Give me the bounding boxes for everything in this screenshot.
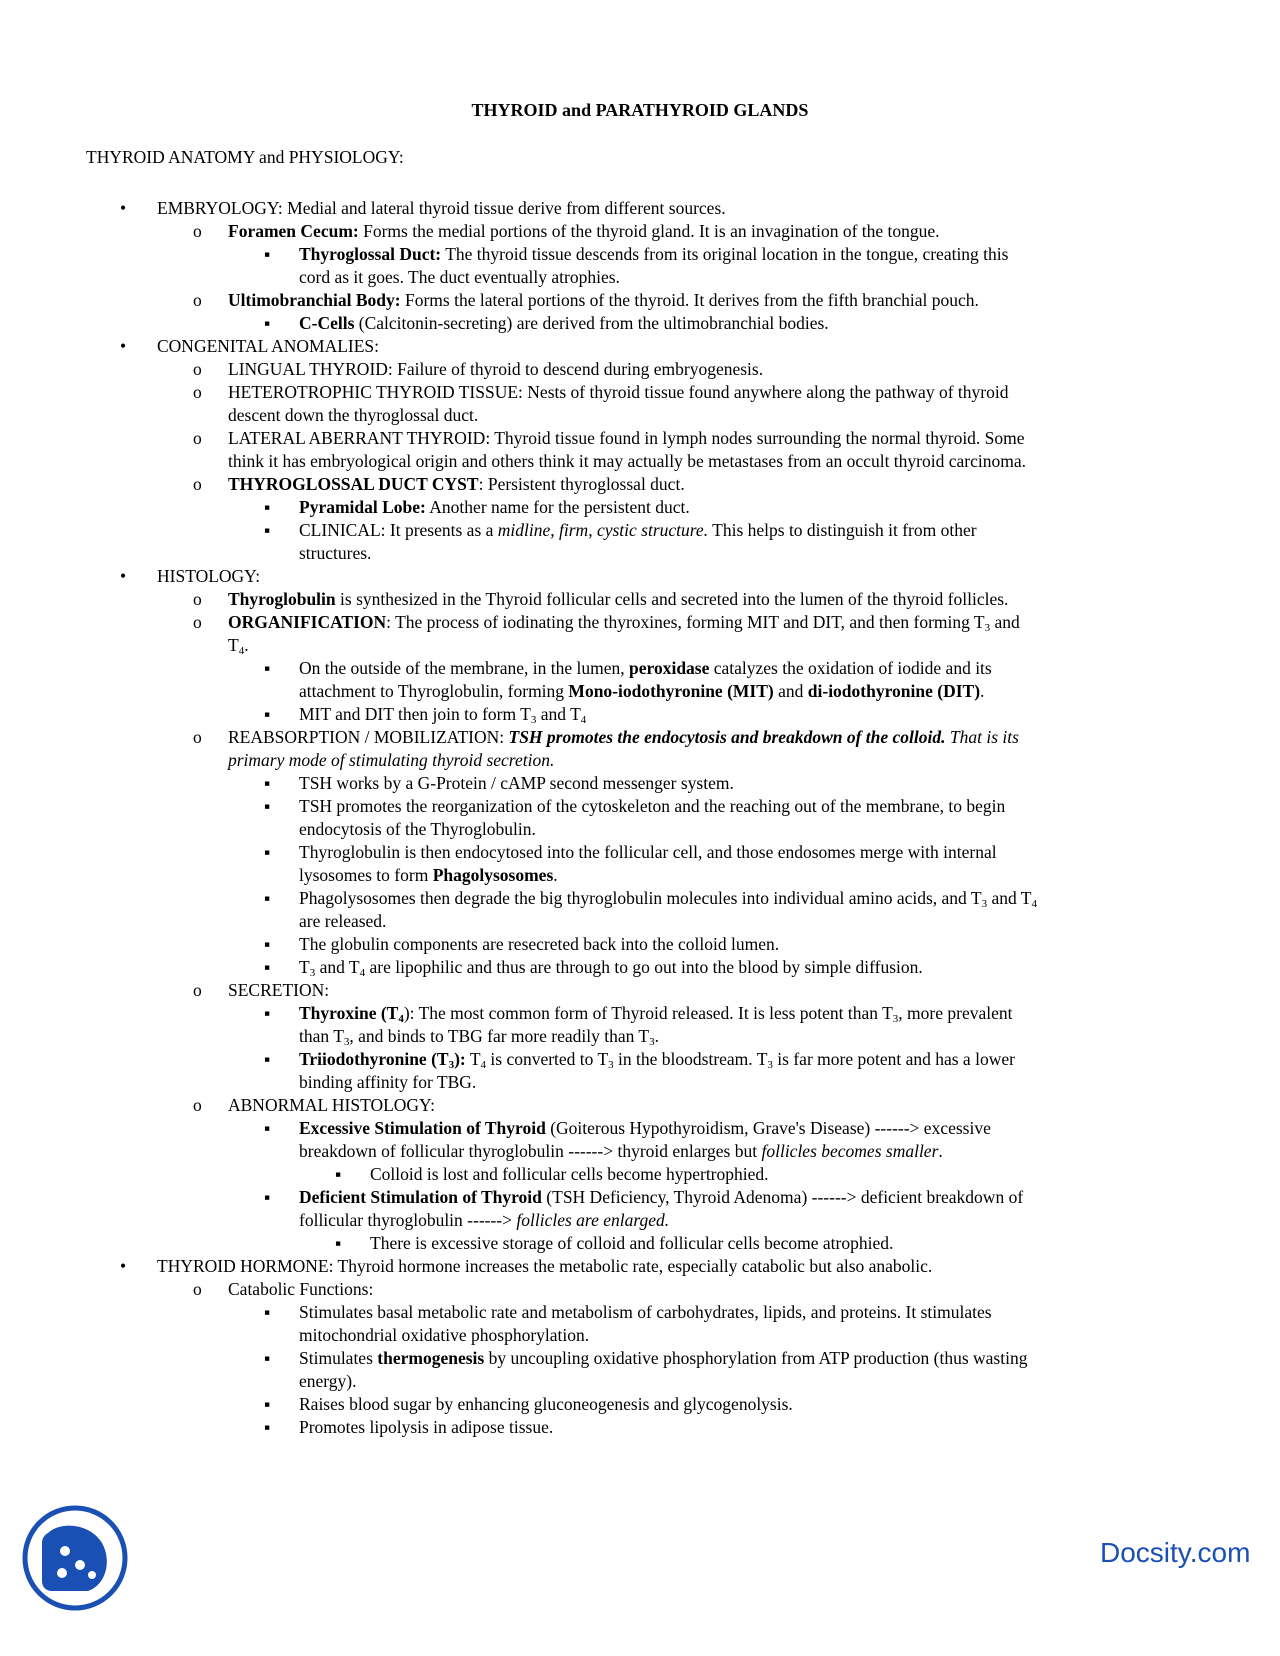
list-item-continuation: descent down the thyroglossal duct. [228,405,479,425]
list-item-continuation: follicular thyroglobulin ------> follicles are enlarged. [299,1210,670,1230]
list-item: THYROGLOSSAL DUCT CYST: Persistent thyroglossal duct. [228,474,685,494]
section-heading: THYROID ANATOMY and PHYSIOLOGY: [86,147,404,167]
list-item: Thyroglossal Duct: The thyroid tissue descends from its original location in the tongue, creating this [299,244,1009,264]
bullet-l3: ▪ [264,934,271,954]
list-item: HISTOLOGY: [157,566,261,586]
list-item: SECRETION: [228,980,330,1000]
list-item: Ultimobranchial Body: Forms the lateral portions of the thyroid. It derives from the fifth branchial pouch. [228,290,979,310]
list-item: HETEROTROPHIC THYROID TISSUE: Nests of thyroid tissue found anywhere along the pathway of thyroid [228,382,1009,402]
list-item: Promotes lipolysis in adipose tissue. [299,1417,554,1437]
bullet-l2: o [193,589,202,609]
bullet-l3: ▪ [264,1348,271,1368]
bullet-l3: ▪ [264,497,271,517]
list-item: Thyroxine $(T_4)$: The most common form of Thyroid released. It is less potent than $T_3$, more prevalent [299,1003,1013,1025]
bullet-l3: ▪ [264,1187,271,1207]
list-item: Raises blood sugar by enhancing gluconeogenesis and glycogenolysis. [299,1394,793,1414]
list-item: On the outside of the membrane, in the lumen, peroxidase catalyzes the oxidation of iodide and its [299,658,992,678]
list-item: CLINICAL: It presents as a midline, firm, cystic structure. This helps to distinguish it from other [299,520,977,540]
list-item: TSH promotes the reorganization of the cytoskeleton and the reaching out of the membrane, to begin [299,796,1006,816]
list-item: Colloid is lost and follicular cells become hypertrophied. [370,1164,769,1184]
list-item-continuation: mitochondrial oxidative phosphorylation. [299,1325,590,1345]
bullet-l3: ▪ [264,704,271,724]
list-item: Pyramidal Lobe: Another name for the persistent duct. [299,497,690,517]
list-item: LINGUAL THYROID: Failure of thyroid to descend during embryogenesis. [228,359,764,379]
page-title: THYROID and PARATHYROID GLANDS [471,100,809,120]
bullet-l3: ▪ [264,1049,271,1069]
docsity-brand-link[interactable]: Docsity.com [1100,1537,1251,1568]
list-item-continuation: endocytosis of the Thyroglobulin. [299,819,536,839]
bullet-l3: ▪ [264,520,271,540]
bullet-l1: • [120,1256,127,1276]
list-item: C-Cells (Calcitonin-secreting) are derived from the ultimobranchial bodies. [299,313,829,333]
bullet-l3: ▪ [264,1394,271,1414]
bullet-l3: ▪ [264,1118,271,1138]
bullet-l3: ▪ [264,1003,271,1023]
list-item: Stimulates thermogenesis by uncoupling oxidative phosphorylation from ATP production (thus wasting [299,1348,1028,1368]
list-item: ABNORMAL HISTOLOGY: [228,1095,435,1115]
list-item: Stimulates basal metabolic rate and metabolism of carbohydrates, lipids, and proteins. It stimulates [299,1302,992,1322]
list-item: THYROID HORMONE: Thyroid hormone increases the metabolic rate, especially catabolic but also anabolic. [157,1256,933,1276]
list-item-continuation: structures. [299,543,372,563]
bullet-l3: ▪ [264,244,271,264]
bullet-l2: o [193,382,202,402]
bullet-l1: • [120,198,127,218]
list-item-continuation: than $T_3$, and binds to TBG far more readily than $T_3$. [299,1026,659,1048]
list-item: Thyroglobulin is then endocytosed into the follicular cell, and those endosomes merge with internal [299,842,997,862]
list-item: Deficient Stimulation of Thyroid (TSH Deficiency, Thyroid Adenoma) ------> deficient breakdown of [299,1187,1024,1207]
list-item-continuation: primary mode of stimulating thyroid secretion. [228,750,555,770]
bullet-l2: o [193,428,202,448]
list-item-continuation: breakdown of follicular thyroglobulin ------> thyroid enlarges but follicles becomes smaller. [299,1141,943,1161]
list-item-continuation: think it has embryological origin and others think it may actually be metastases from an occult thyroid carcinoma. [228,451,1026,471]
list-item-continuation: energy). [299,1371,357,1391]
list-item: There is excessive storage of colloid and follicular cells become atrophied. [370,1233,894,1253]
list-item-continuation: attachment to Thyroglobulin, forming Mono-iodothyronine (MIT) and di-iodothyronine (DIT). [299,681,985,701]
bullet-l2: o [193,612,202,632]
bullet-l2: o [193,359,202,379]
list-item: TSH works by a G-Protein / cAMP second messenger system. [299,773,734,793]
list-item: MIT and DIT then join to form $T_3$ and $T_4$ [299,704,587,726]
list-item-continuation: cord as it goes. The duct eventually atrophies. [299,267,620,287]
list-item: Excessive Stimulation of Thyroid (Goiterous Hypothyroidism, Grave's Disease) ------> excessive [299,1118,991,1138]
list-item: CONGENITAL ANOMALIES: [157,336,380,356]
bullet-l1: • [120,566,127,586]
list-item: Triiodothyronine $(T_3)$: $T_4$ is converted to $T_3$ in the bloodstream. $T_3$ is far more potent and has a lower [299,1049,1015,1071]
bullet-l2: o [193,980,202,1000]
bullet-l3: ▪ [264,658,271,678]
list-item: REABSORPTION / MOBILIZATION: TSH promotes the endocytosis and breakdown of the colloid. That is its [228,727,1019,747]
bullet-l3: ▪ [264,1417,271,1437]
list-item: Thyroglobulin is synthesized in the Thyroid follicular cells and secreted into the lumen of the thyroid follicles. [228,589,1009,609]
bullet-l3: ▪ [264,842,271,862]
list-item: Foramen Cecum: Forms the medial portions of the thyroid gland. It is an invagination of the tongue. [228,221,940,241]
bullet-l3: ▪ [335,1164,342,1184]
bullet-l3: ▪ [264,957,271,977]
list-item-continuation: lysosomes to form Phagolysosomes. [299,865,558,885]
bullet-l2: o [193,221,202,241]
bullet-l2: o [193,474,202,494]
list-item: Catabolic Functions: [228,1279,374,1299]
list-item-continuation: binding affinity for TBG. [299,1072,477,1092]
bullet-l3: ▪ [335,1233,342,1253]
bullet-l2: o [193,727,202,747]
list-item-continuation: $T_4$. [228,635,249,657]
bullet-l3: ▪ [264,796,271,816]
bullet-l3: ▪ [264,1302,271,1322]
bullet-l2: o [193,1095,202,1115]
list-item: ORGANIFICATION: The process of iodinating the thyroxines, forming MIT and DIT, and then forming $T_3$ and [228,612,1020,634]
list-item: $T_3$ and $T_4$ are lipophilic and thus are through to go out into the blood by simple diffusion. [299,957,923,979]
bullet-l3: ▪ [264,773,271,793]
bullet-l2: o [193,290,202,310]
list-item: EMBRYOLOGY: Medial and lateral thyroid tissue derive from different sources. [157,198,726,218]
bullet-l3: ▪ [264,313,271,333]
list-item: The globulin components are resecreted back into the colloid lumen. [299,934,780,954]
bullet-l1: • [120,336,127,356]
bullet-l3: ▪ [264,888,271,908]
list-item: Phagolysosomes then degrade the big thyroglobulin molecules into individual amino acids, and $T_3$ and $T_4$ [299,888,1037,910]
list-item: LATERAL ABERRANT THYROID: Thyroid tissue found in lymph nodes surrounding the normal thyroid. Some [228,428,1025,448]
list-item-continuation: are released. [299,911,387,931]
docsity-logo-icon[interactable] [20,1503,130,1613]
bullet-l2: o [193,1279,202,1299]
